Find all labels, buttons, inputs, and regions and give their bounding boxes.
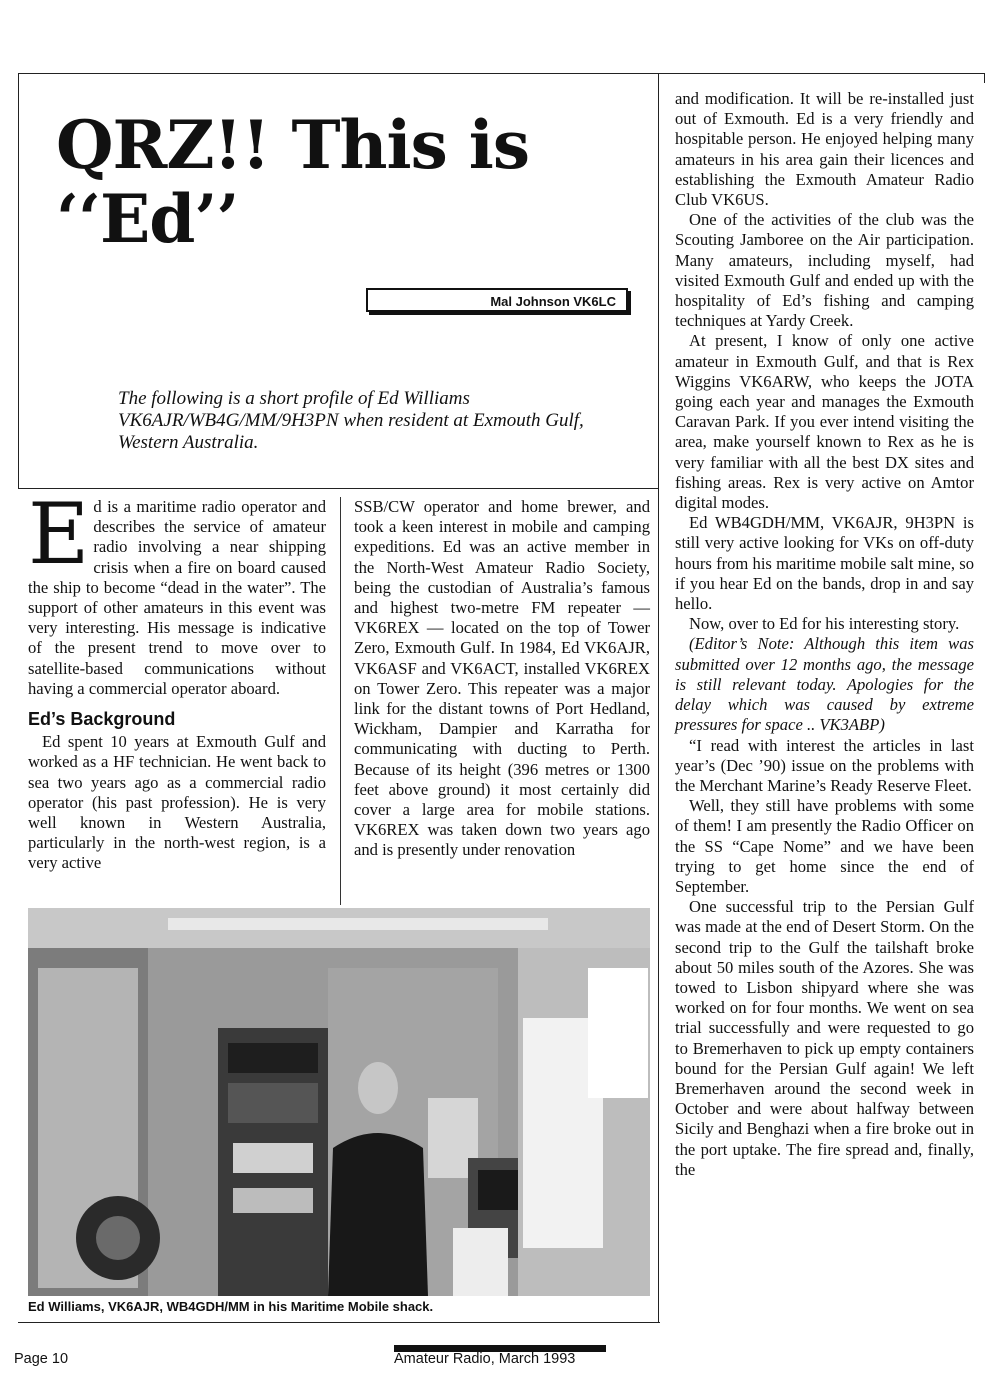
paragraph-1 xyxy=(28,485,326,699)
paragraph-8: Now, over to Ed for his interesting story. xyxy=(689,614,960,634)
editor-note: (Editor’s Note: Although this item was submitted over 12 months ago, the message is still relevant today. Apologies for the delay which was caused by extreme pressures for space .. VK3ABP) xyxy=(675,634,974,735)
column-2 xyxy=(354,497,650,861)
publication-info: Amateur Radio, March 1993 xyxy=(394,1351,576,1367)
column-rule-right xyxy=(658,73,659,1323)
drop-cap: E xyxy=(28,485,90,583)
paragraph-5: One of the activities of the club was the Scouting Jamboree on the Air participation. Many amateurs, including myself, had visited Exmouth Gulf and ended up with the hospitality of Ed’s fishing and camping techniques at Yardy Creek. xyxy=(675,210,974,331)
paragraph-1-text: d is a maritime radio operator and describes the service of amateur radio involving a near shipping crisis when a fire on board caused the ship to become “dead in the water”. The support of other amateurs in this event was very interesting. His message is indicative of the present trend to move over to satellite-based communications without having a commercial operator aboard. xyxy=(28,497,326,698)
column-3 xyxy=(675,89,974,1180)
paragraph-3: SSB/CW operator and home brewer, and took a keen interest in mobile and camping expeditions. Ed was an active member in the North-West Amateur Radio Society, being the custodian of Australia’s famous and highest two-metre FM repeater — VK6REX — located on the top of Tower Zero, Exmouth Gulf. In 1984, Ed VK6AJR, VK6ASF and VK6ACT, installed VK6REX on Tower Zero. This repeater was a major link for the distant towns of Port Hedland, Wickham, Dampier and Karratha for communicating with ducting to Perth. Because of its height (396 metres or 1300 feet above ground) it most certainly did cover a large area for mobile stations. VK6REX was taken down two years ago and is presently under renovation xyxy=(354,497,650,860)
paragraph-11: One successful trip to the Persian Gulf was made at the end of Desert Storm. On the second trip to the Gulf the tailshaft broke about 50 miles south of the Azores. She was towed to Lisbon shipyard where she was worked on for four months. We went on sea trial successfully and were requested to go to Bremerhaven to pick up empty containers bound for the Persian Gulf again! We left Bremerhaven around the second week in October and were about halfway between Sicily and Benghazi when a fire broke out in the port uptake. The fire spread and, finally, the xyxy=(675,897,974,1179)
paragraph-10: Well, they still have problems with some of them! I am presently the Radio Officer on the SS “Cape Nome” and we have been trying to get home since the end of September. xyxy=(675,796,974,896)
article-intro: The following is a short profile of Ed Williams VK6AJR/WB4G/MM/9H3PN when resident at Exmouth Gulf, Western Australia. xyxy=(118,388,584,453)
paragraph-9: “I read with interest the articles in last year’s (Dec ’90) issue on the problems with the Merchant Marine’s Ready Reserve Fleet. xyxy=(675,735,974,795)
paragraph-6: At present, I know of only one active amateur in Exmouth Gulf, and that is Rex Wiggins VK6ARW, who keeps the JOTA going each year and manages the Exmouth Caravan Park. If you ever intend visiting the area, make yourself known to Rex as he is very familiar with all the best DX sites and fishing areas. Rex is very active on Amtor digital modes. xyxy=(675,331,974,513)
paragraph-2: Ed spent 10 years at Exmouth Gulf and worked as a HF technician. He went back to sea two years ago as a commercial radio operator (his past profession). He is very well known in Western Australia, particularly in the north-west region, is a very active xyxy=(28,732,326,873)
paragraph-4: and modification. It will be re-installed just out of Exmouth. Ed is a very friendly and hospitable person. He enjoyed helping many amateurs in his area gain their licences and establishing the Exmouth Amateur Radio Club VK6US. xyxy=(675,89,974,210)
top-right-rule xyxy=(984,73,985,83)
title-line-2: ‘‘Ed’’ xyxy=(56,180,239,258)
section-heading: Ed’s Background xyxy=(28,709,176,730)
article-title xyxy=(56,108,616,256)
column-separator xyxy=(340,497,341,905)
byline: Mal Johnson VK6LC xyxy=(366,288,628,312)
photo-caption: Ed Williams, VK6AJR, WB4GDH/MM in his Maritime Mobile shack. xyxy=(28,1299,434,1314)
paragraph-7: Ed WB4GDH/MM, VK6AJR, 9H3PN is still very active looking for VKs on off-duty hours from his maritime mobile salt mine, so if you hear Ed on the bands, drop in and say hello. xyxy=(675,513,974,614)
photo-illustration xyxy=(28,908,650,1296)
article-photo xyxy=(28,908,650,1296)
page-number: Page 10 xyxy=(14,1351,69,1367)
column-1 xyxy=(28,485,326,874)
title-line-1: QRZ!! This is xyxy=(56,106,529,184)
bottom-rule xyxy=(18,1322,660,1323)
